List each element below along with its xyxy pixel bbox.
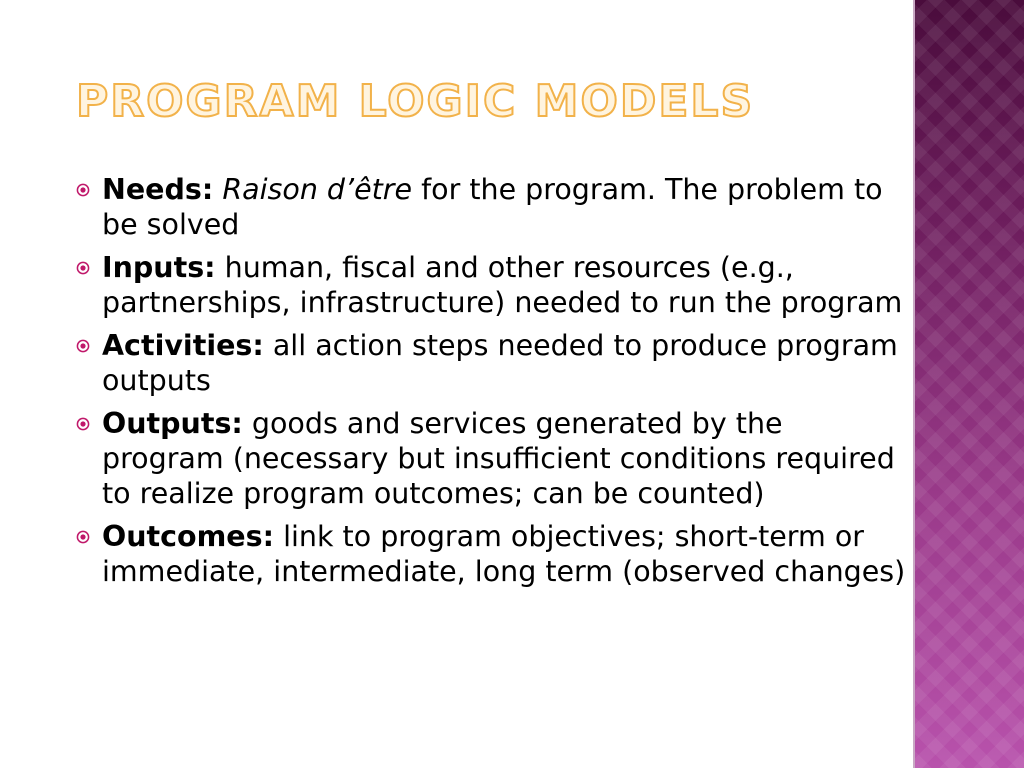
bullet-term: Needs: — [102, 173, 214, 206]
bullet-text: all action steps needed to produce program outputs — [102, 329, 898, 397]
bullet-term: Inputs: — [102, 251, 216, 284]
bullet-item-needs — [76, 172, 906, 242]
bullet-text: goods and services generated by the program (necessary but insufficient conditions required to realize program outcomes; can be counted) — [102, 407, 895, 510]
bullet-item-activities — [76, 328, 906, 398]
bullet-text: human, fiscal and other resources (e.g., partnerships, infrastructure) needed to run the program — [102, 251, 903, 319]
circled-dot-icon — [76, 417, 90, 431]
circled-dot-icon — [76, 183, 90, 197]
bullet-emphasis: Raison d’être — [222, 173, 413, 206]
decorative-side-panel — [913, 0, 1024, 768]
circled-dot-icon — [76, 530, 90, 544]
bullet-item-outcomes — [76, 519, 906, 589]
bullet-term: Outputs: — [102, 407, 243, 440]
bullet-list — [76, 172, 906, 597]
bullet-text: link to program objectives; short-term or immediate, intermediate, long term (observed changes) — [102, 520, 906, 588]
bullet-term: Outcomes: — [102, 520, 275, 553]
bullet-term: Activities: — [102, 329, 264, 362]
circled-dot-icon — [76, 339, 90, 353]
circled-dot-icon — [76, 261, 90, 275]
slide-title: PROGRAM LOGIC MODELS — [76, 76, 755, 127]
bullet-item-inputs — [76, 250, 906, 320]
bullet-text: for the program. The problem to be solved — [102, 173, 883, 241]
bullet-item-outputs — [76, 406, 906, 511]
